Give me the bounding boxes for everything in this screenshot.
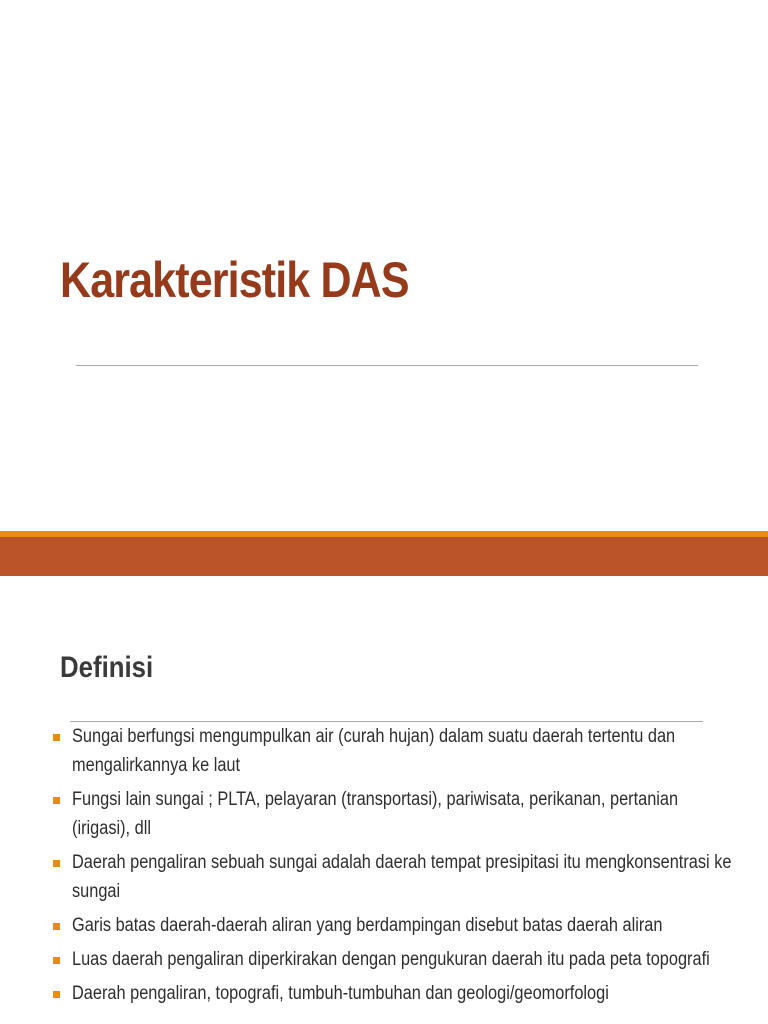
bullet-item — [52, 979, 732, 1008]
square-bullet-icon — [53, 957, 60, 964]
bullet-list — [52, 722, 732, 1013]
bullet-item — [52, 945, 732, 974]
square-bullet-icon — [53, 991, 60, 998]
section-title: Definisi — [60, 651, 154, 684]
slide-title: Karakteristik DAS — [60, 252, 409, 308]
bullet-text: Garis batas daerah-daerah aliran yang berdampingan disebut batas daerah aliran — [72, 915, 663, 936]
title-divider-line — [76, 365, 698, 366]
bullet-text: Luas daerah pengaliran diperkirakan dengan pengukuran daerah itu pada peta topografi — [72, 949, 710, 970]
slide-separator-band — [0, 531, 768, 576]
bullet-text: Daerah pengaliran sebuah sungai adalah daerah tempat presipitasi itu mengkonsentrasi ke sungai — [72, 852, 732, 902]
square-bullet-icon — [53, 734, 60, 741]
bullet-text: Fungsi lain sungai ; PLTA, pelayaran (transportasi), pariwisata, perikanan, pertanian (irigasi), dll — [72, 789, 679, 839]
square-bullet-icon — [53, 797, 60, 804]
bullet-item — [52, 911, 732, 940]
bullet-item — [52, 722, 732, 780]
bullet-text: Daerah pengaliran, topografi, tumbuh-tumbuhan dan geologi/geomorfologi — [72, 983, 609, 1004]
bullet-text: Sungai berfungsi mengumpulkan air (curah hujan) dalam suatu daerah tertentu dan mengalirkannya ke laut — [72, 726, 676, 776]
bullet-item — [52, 848, 732, 906]
separator-main-stripe — [0, 537, 768, 576]
square-bullet-icon — [53, 923, 60, 930]
bullet-item — [52, 785, 732, 843]
square-bullet-icon — [53, 860, 60, 867]
